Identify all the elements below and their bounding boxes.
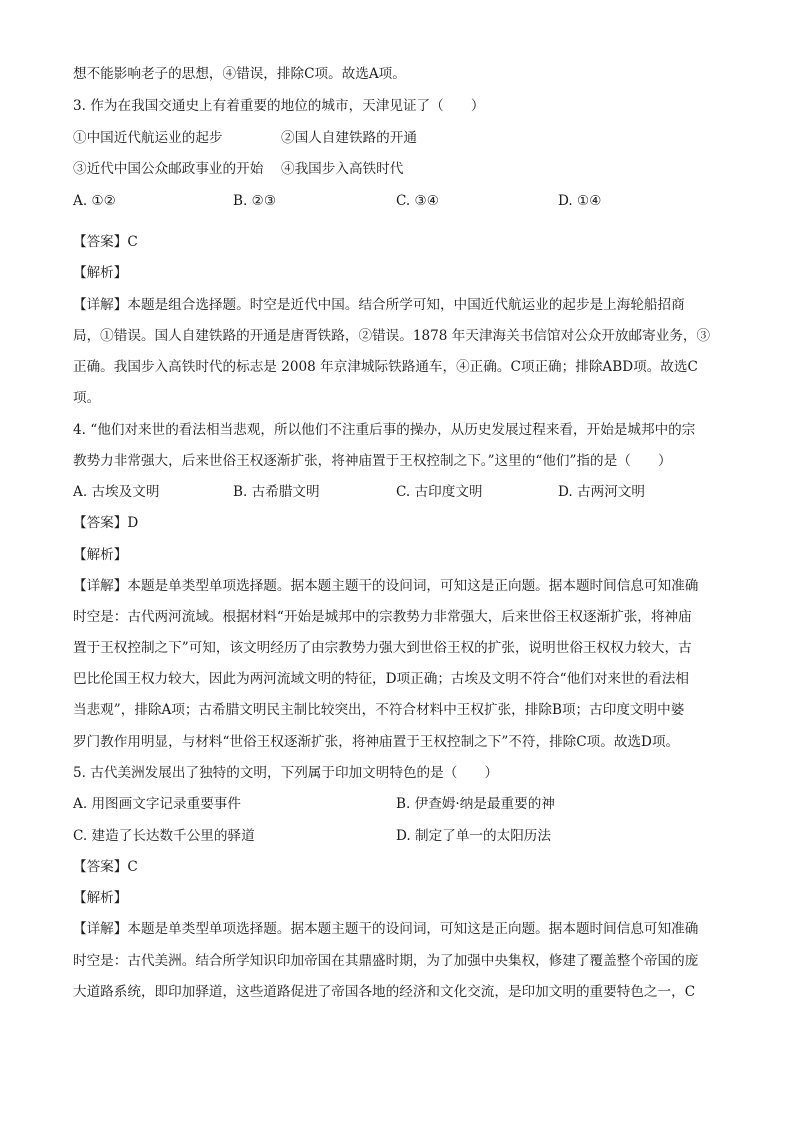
q4-detail-line: 罗门教作用明显，与材料“世俗王权逐渐扩张，将神庙置于王权控制之下”不符，排除C项。故选D项。 — [73, 734, 680, 750]
q5-option-b: B. 伊查姆·纳是最重要的神 — [396, 796, 555, 812]
q4-option-a: A. 古埃及文明 — [73, 484, 160, 500]
q3-choice-1: ①中国近代航运业的起步 — [73, 130, 223, 146]
q4-option-b: B. 古希腊文明 — [233, 484, 320, 500]
q4-detail-line: 时空是：古代两河流域。根据材料“开始是城邦中的宗教势力非常强大，后来世俗王权逐渐扩张，将神庙 — [73, 609, 692, 625]
q5-option-c: C. 建造了长达数千公里的驿道 — [73, 828, 255, 844]
q5-detail-line: 时空是：古代美洲。结合所学知识印加帝国在其鼎盛时期，为了加强中央集权，修建了覆盖整个帝国的庞 — [73, 953, 699, 969]
q3-detail-line: 局，①错误。国人自建铁路的开通是唐胥铁路，②错误。1878 年天津海关书信馆对公众开放邮寄业务，③ — [73, 328, 711, 344]
q3-analysis-heading: 【解析】 — [73, 265, 128, 281]
q5-answer: 【答案】C — [73, 859, 138, 875]
q4-option-c: C. 古印度文明 — [396, 484, 483, 500]
q5-detail-line: 大道路系统，即印加驿道，这些道路促进了帝国各地的经济和文化交流，是印加文明的重要特色之一，C — [73, 984, 696, 1000]
q3-choice-4: ④我国步入高铁时代 — [281, 161, 404, 177]
q5-detail-line: 【详解】本题是单类型单项选择题。据本题主题干的设问词，可知这是正向题。据本题时间信息可知准确 — [73, 921, 699, 937]
q5-analysis-heading: 【解析】 — [73, 890, 128, 906]
q3-choice-2: ②国人自建铁路的开通 — [281, 130, 417, 146]
q5-option-d: D. 制定了单一的太阳历法 — [396, 828, 551, 844]
q3-option-d: D. ①④ — [558, 193, 602, 209]
q4-detail-line: 【详解】本题是单类型单项选择题。据本题主题干的设问词，可知这是正向题。据本题时间信息可知准确 — [73, 578, 699, 594]
q5-option-a: A. 用图画文字记录重要事件 — [73, 796, 241, 812]
text-line: 想不能影响老子的思想，④错误，排除C项。故选A项。 — [73, 66, 406, 82]
q3-option-c: C. ③④ — [396, 193, 439, 209]
q4-answer: 【答案】D — [73, 515, 139, 531]
q3-detail-line: 【详解】本题是组合选择题。时空是近代中国。结合所学可知，中国近代航运业的起步是上海轮船招商 — [73, 297, 685, 313]
question-5-stem: 5. 古代美洲发展出了独特的文明，下列属于印加文明特色的是（ ） — [73, 765, 499, 781]
q3-option-a: A. ①② — [73, 193, 116, 209]
q3-choice-3: ③近代中国公众邮政事业的开始 — [73, 161, 264, 177]
q3-detail-line: 项。 — [73, 390, 101, 406]
q4-detail-line: 置于王权控制之下”可知，该文明经历了由宗教势力强大到世俗王权的扩张，说明世俗王权权力较大，古 — [73, 640, 692, 656]
question-3-stem: 3. 作为在我国交通史上有着重要的地位的城市，天津见证了（ ） — [73, 98, 485, 114]
q3-answer: 【答案】C — [73, 234, 138, 250]
q3-option-b: B. ②③ — [233, 193, 277, 209]
q4-analysis-heading: 【解析】 — [73, 547, 128, 563]
q4-option-d: D. 古两河文明 — [558, 484, 646, 500]
question-4-stem: 4. “他们对来世的看法相当悲观，所以他们不注重后事的操办，从历史发展过程来看，开始是城邦中的宗 — [73, 422, 696, 438]
q4-detail-line: 当悲观”，排除A项；古希腊文明民主制比较突出，不符合材料中王权扩张，排除B项；古印度文明中婆 — [73, 702, 685, 718]
q4-detail-line: 巴比伦国王权力较大，因此为两河流域文明的特征，D项正确；古埃及文明不符合“他们对来世的看法相 — [73, 671, 689, 687]
q3-detail-line: 正确。我国步入高铁时代的标志是 2008 年京津城际铁路通车，④正确。C项正确；排除ABD项。故选C — [73, 359, 698, 375]
question-4-stem: 教势力非常强大，后来世俗王权逐渐扩张，将神庙置于王权控制之下。”这里的“他们”指的是（ ） — [73, 453, 672, 469]
